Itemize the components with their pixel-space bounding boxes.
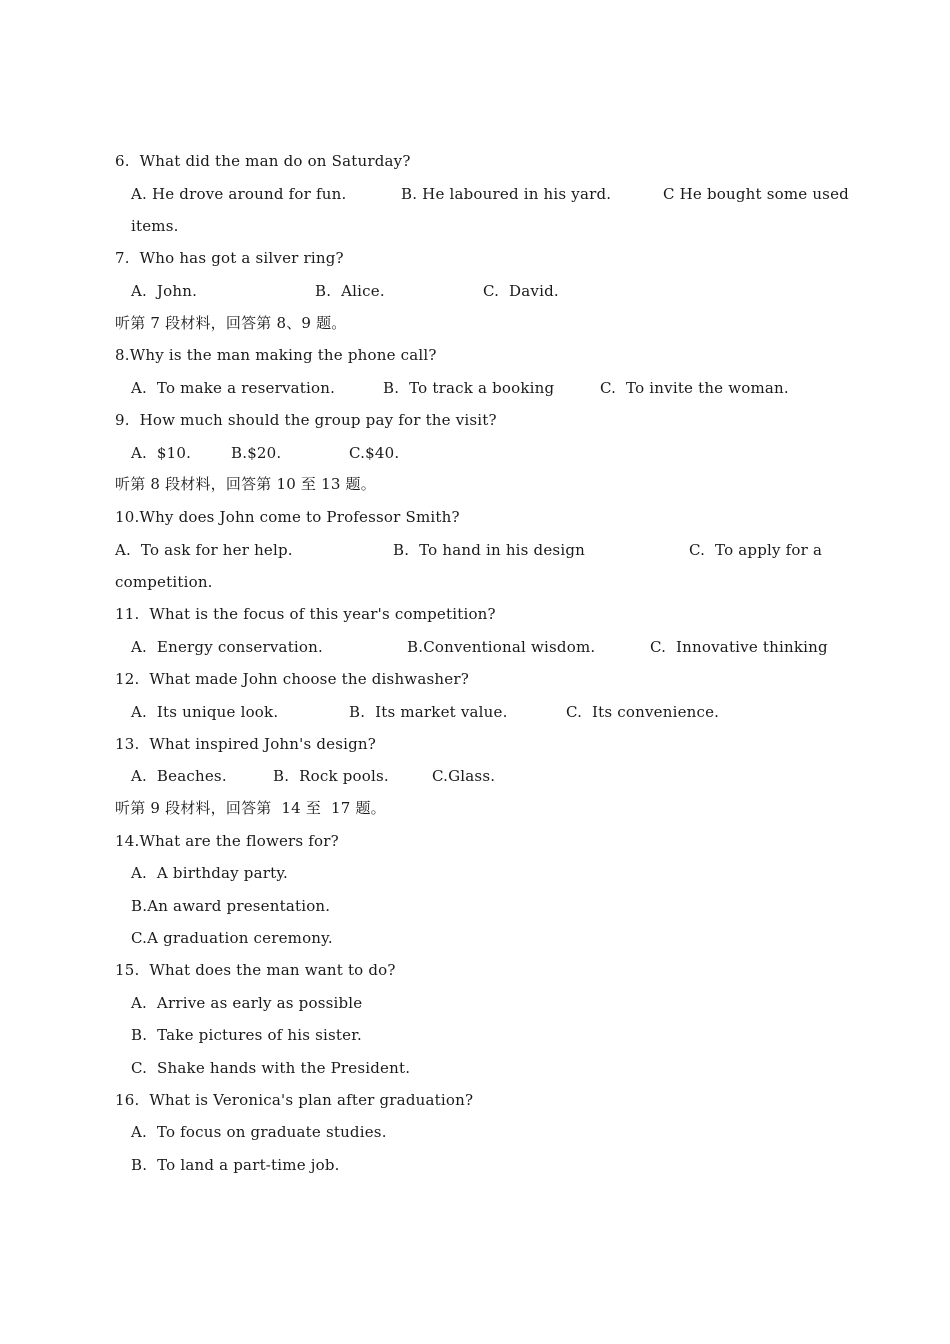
question-11-stem: 11. What is the focus of this year's competition? (115, 605, 496, 623)
question-7-option-a: A. John. (131, 282, 198, 300)
question-13-stem: 13. What inspired John's design? (115, 735, 377, 753)
question-6-option-a: A. He drove around for fun. (131, 185, 347, 203)
question-15-option-a: A. Arrive as early as possible (131, 994, 363, 1012)
question-7-stem: 7. Who has got a silver ring? (115, 249, 344, 267)
question-7-option-c: C. David. (483, 282, 559, 300)
question-15-stem: 15. What does the man want to do? (115, 961, 396, 979)
question-10-stem: 10.Why does John come to Professor Smith? (115, 508, 460, 526)
question-14-option-b: B.An award presentation. (131, 897, 331, 915)
question-13-option-c: C.Glass. (432, 767, 496, 785)
question-10-option-b: B. To hand in his design (393, 541, 585, 559)
question-6-option-b: B. He laboured in his yard. (401, 185, 612, 203)
question-12-option-a: A. Its unique look. (131, 703, 279, 721)
question-8-option-a: A. To make a reservation. (131, 379, 336, 397)
question-16-option-a: A. To focus on graduate studies. (131, 1123, 387, 1141)
question-15-option-b: B. Take pictures of his sister. (131, 1026, 362, 1044)
question-11-option-c: C. Innovative thinking (650, 638, 828, 656)
question-13-option-b: B. Rock pools. (273, 767, 389, 785)
question-6-stem: 6. What did the man do on Saturday? (115, 152, 411, 170)
section-9-instruction: 听第 9 段材料，回答第 14 至 17 题。 (115, 799, 386, 817)
question-8-stem: 8.Why is the man making the phone call? (115, 346, 437, 364)
question-10-option-c-continued: competition. (115, 573, 213, 591)
question-12-option-b: B. Its market value. (349, 703, 508, 721)
question-9-option-a: A. $10. (131, 444, 192, 462)
question-12-option-c: C. Its convenience. (566, 703, 720, 721)
question-10-option-a: A. To ask for her help. (115, 541, 293, 559)
question-13-option-a: A. Beaches. (131, 767, 227, 785)
question-11-option-b: B.Conventional wisdom. (407, 638, 596, 656)
question-9-option-b: B.$20. (231, 444, 282, 462)
section-8-instruction: 听第 8 段材料，回答第 10 至 13 题。 (115, 475, 376, 493)
question-9-option-c: C.$40. (349, 444, 400, 462)
question-10-option-c: C. To apply for a (689, 541, 823, 559)
question-14-stem: 14.What are the flowers for? (115, 832, 339, 850)
question-15-option-c: C. Shake hands with the President. (131, 1059, 411, 1077)
question-16-stem: 16. What is Veronica's plan after graduation? (115, 1091, 474, 1109)
question-16-option-b: B. To land a part-time job. (131, 1156, 340, 1174)
question-14-option-c: C.A graduation ceremony. (131, 929, 333, 947)
section-7-instruction: 听第 7 段材料，回答第 8、9 题。 (115, 314, 347, 332)
question-6-option-c: C He bought some used (663, 185, 849, 203)
question-11-option-a: A. Energy conservation. (131, 638, 323, 656)
question-8-option-b: B. To track a booking (383, 379, 555, 397)
question-6-option-c-continued: items. (131, 217, 179, 235)
question-7-option-b: B. Alice. (315, 282, 385, 300)
question-12-stem: 12. What made John choose the dishwasher? (115, 670, 469, 688)
question-8-option-c: C. To invite the woman. (600, 379, 789, 397)
question-9-stem: 9. How much should the group pay for the visit? (115, 411, 497, 429)
question-14-option-a: A. A birthday party. (131, 864, 288, 882)
